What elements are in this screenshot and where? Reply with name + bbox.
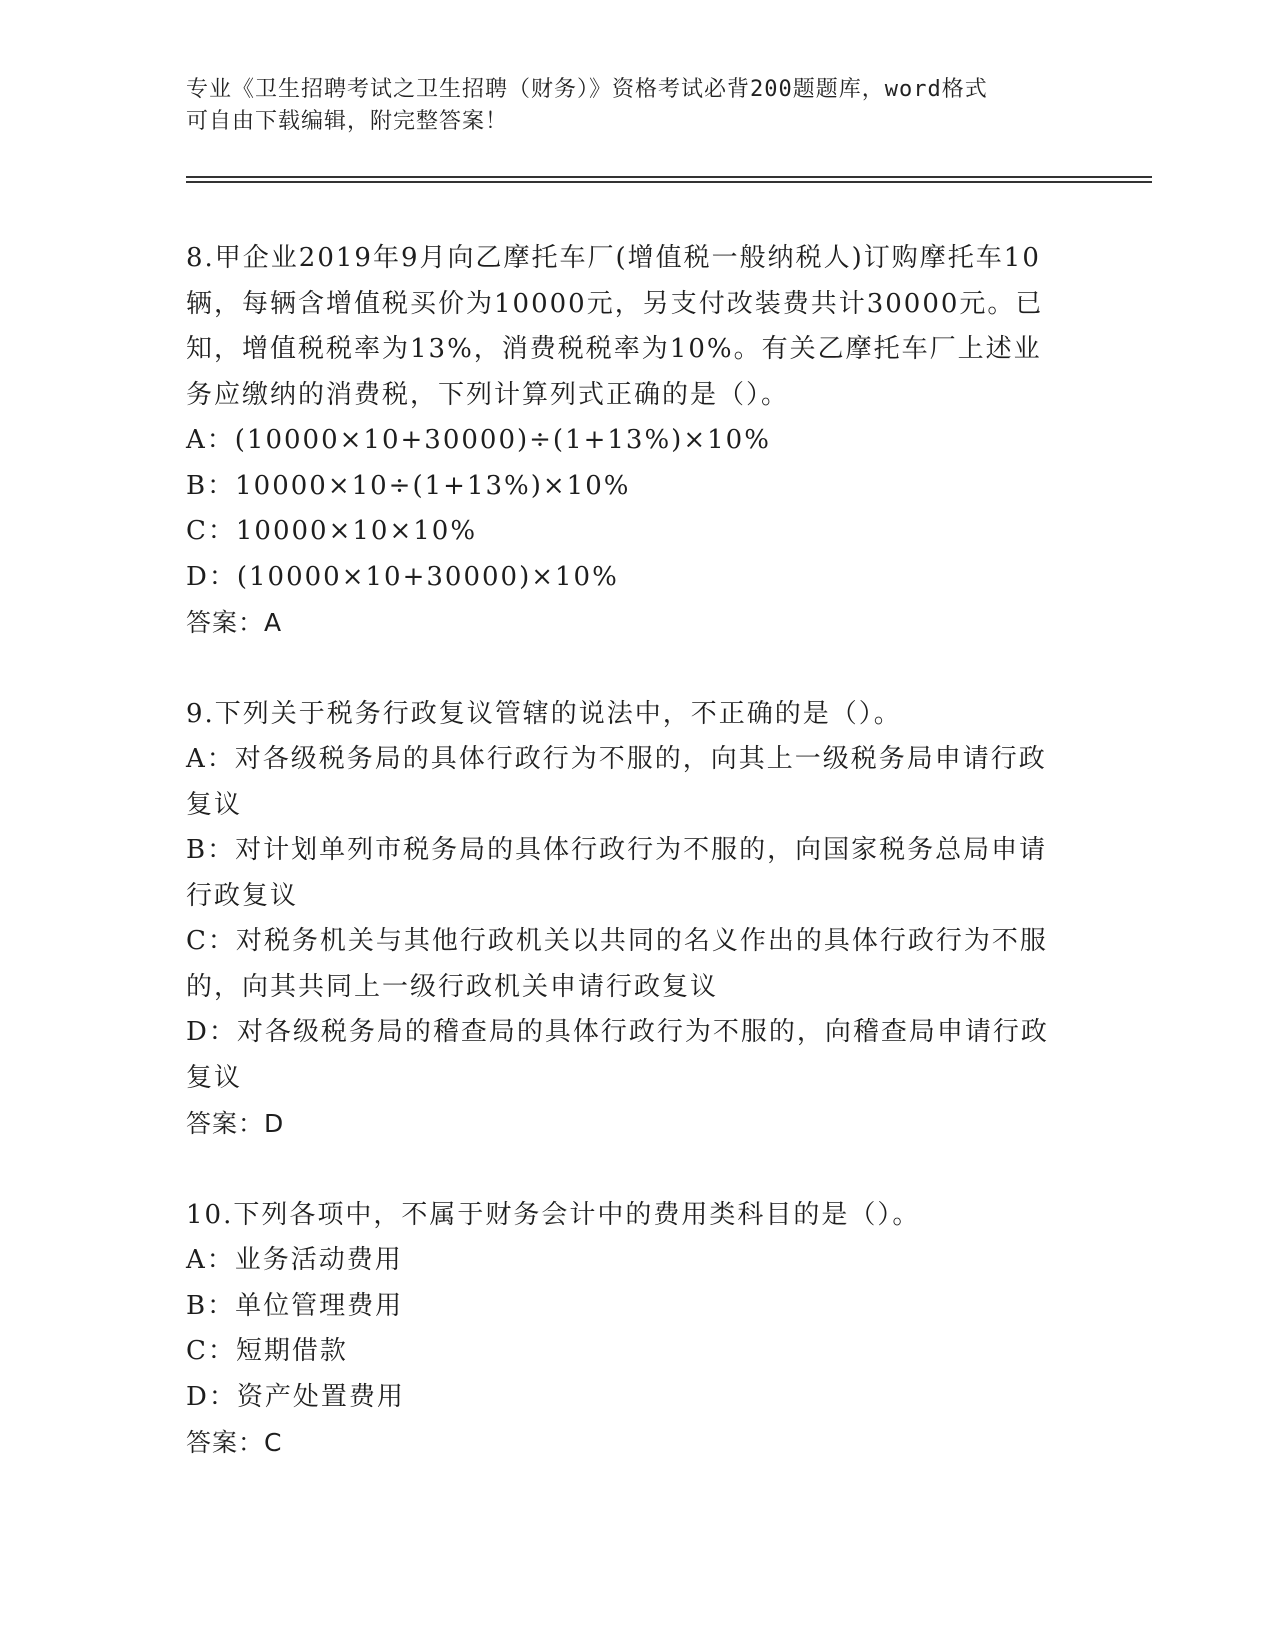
question-list bbox=[186, 236, 1086, 1466]
question-block bbox=[186, 236, 1086, 646]
question-block bbox=[186, 692, 1086, 1147]
answer-line: 答案：D bbox=[186, 1109, 285, 1138]
question-stem-line: 9.下列关于税务行政复议管辖的说法中，不正确的是（）。 bbox=[186, 698, 902, 729]
option-line: C：短期借款 bbox=[186, 1336, 348, 1366]
header-divider-bottom bbox=[186, 181, 1152, 183]
option-line: A：业务活动费用 bbox=[186, 1245, 403, 1275]
header-line-2: 可自由下载编辑，附完整答案！ bbox=[186, 109, 509, 134]
answer-line: 答案：A bbox=[186, 608, 283, 637]
option-line: B：对计划单列市税务局的具体行政行为不服的，向国家税务总局申请 bbox=[186, 835, 1048, 865]
question-stem-line: 知，增值税税率为13%，消费税税率为10%。有关乙摩托车厂上述业 bbox=[186, 334, 1042, 364]
option-line: A：对各级税务局的具体行政行为不服的，向其上一级税务局申请行政 bbox=[186, 744, 1047, 774]
header-line-1: 专业《卫生招聘考试之卫生招聘（财务）》资格考试必背200题题库，word格式 bbox=[186, 77, 988, 102]
question-stem-line: 辆，每辆含增值税买价为10000元，另支付改装费共计30000元。已 bbox=[186, 288, 1044, 319]
option-line: D：对各级税务局的稽查局的具体行政行为不服的，向稽查局申请行政 bbox=[186, 1017, 1049, 1047]
option-line: 复议 bbox=[186, 1062, 243, 1093]
option-line: 复议 bbox=[186, 789, 243, 820]
option-line: C：10000×10×10% bbox=[186, 516, 478, 546]
option-line: B：10000×10÷(1+13%)×10% bbox=[186, 470, 631, 501]
answer-line: 答案：C bbox=[186, 1428, 283, 1457]
option-line: A：(10000×10+30000)÷(1+13%)×10% bbox=[186, 425, 771, 455]
question-block bbox=[186, 1193, 1086, 1466]
option-line: 的，向其共同上一级行政机关申请行政复议 bbox=[186, 971, 719, 1002]
option-line: B：单位管理费用 bbox=[186, 1290, 404, 1321]
option-line: D：(10000×10+30000)×10% bbox=[186, 561, 619, 592]
option-line: D：资产处置费用 bbox=[186, 1381, 405, 1412]
question-stem-line: 务应缴纳的消费税，下列计算列式正确的是（）。 bbox=[186, 379, 790, 410]
option-line: 行政复议 bbox=[186, 880, 299, 911]
option-line: C：对税务机关与其他行政机关以共同的名义作出的具体行政行为不服 bbox=[186, 926, 1048, 956]
document-header bbox=[186, 74, 1086, 138]
question-stem-line: 8.甲企业2019年9月向乙摩托车厂(增值税一般纳税人)订购摩托车10 bbox=[186, 243, 1041, 273]
question-stem-line: 10.下列各项中，不属于财务会计中的费用类科目的是（）。 bbox=[186, 1199, 921, 1230]
header-divider-top bbox=[186, 176, 1152, 178]
